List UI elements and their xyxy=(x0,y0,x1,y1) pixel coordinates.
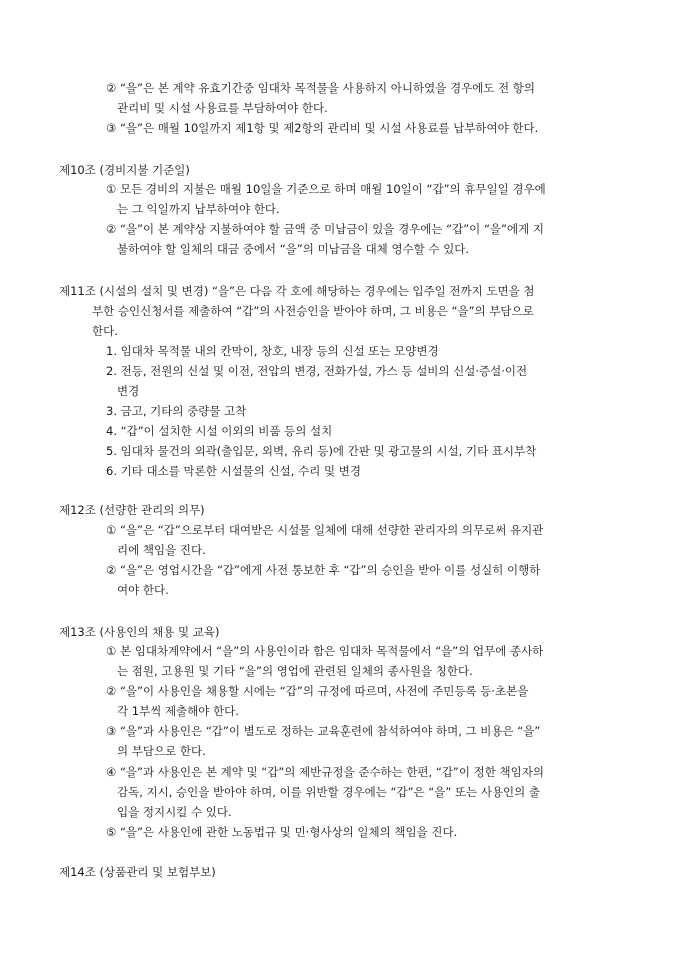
article13-clause2-line2: 각 1부씩 제출해야 한다. xyxy=(117,704,239,718)
article10-clause1-line1: ① 모든 경비의 지불은 매월 10일을 기준으로 하며 매월 10일이 “갑”의 휴무일일 경우에 xyxy=(106,182,546,196)
article13-clause4-line2: 감독, 지시, 승인을 받아야 하며, 이를 위반할 경우에는 “갑”은 “을” 또는 사용인의 출 xyxy=(117,785,541,799)
article13-clause3-line2: 의 부담으로 한다. xyxy=(117,744,206,758)
article13-clause2-line1: ② “을”이 사용인을 채용할 시에는 “갑”의 규정에 따르며, 사전에 주민등록 등·초본을 xyxy=(106,684,529,698)
article12-heading: 제12조 (선량한 관리의 의무) xyxy=(59,503,205,517)
article11-item6: 6. 기타 대소를 막론한 시설물의 신설, 수리 및 변경 xyxy=(106,464,361,478)
article9-clause2-line1: ② “을”은 본 계약 유효기간중 임대차 목적물을 사용하지 아니하였을 경우에도 전 항의 xyxy=(106,81,536,95)
article11-item3: 3. 금고, 기타의 중량물 고착 xyxy=(106,404,247,418)
article14-heading: 제14조 (상품관리 및 보험부보) xyxy=(59,865,216,879)
article11-item1: 1. 임대차 목적물 내의 칸막이, 창호, 내장 등의 신설 또는 모양변경 xyxy=(106,344,439,358)
article10-clause1-line2: 는 그 익일까지 납부하여야 한다. xyxy=(117,202,280,216)
article9-clause3-line1: ③ “을”은 매월 10일까지 제1항 및 제2항의 관리비 및 시설 사용료를 납부하여야 한다. xyxy=(106,121,539,135)
article13-clause1-line2: 는 점원, 고용원 및 기타 “을”의 영업에 관련된 일체의 종사원을 칭한다. xyxy=(117,664,473,678)
article11-item4: 4. “갑”이 설치한 시설 이외의 비품 등의 설치 xyxy=(106,424,333,438)
article11-heading-line3: 한다. xyxy=(92,324,118,338)
article9-clause2-line2: 관리비 및 시설 사용료를 부담하여야 한다. xyxy=(117,101,328,115)
article11-item2-line2: 변경 xyxy=(117,384,140,398)
article13-clause4-line3: 입을 정지시킬 수 있다. xyxy=(117,805,232,819)
article12-clause1-line2: 리에 책임을 진다. xyxy=(117,543,206,557)
article12-clause1-line1: ① “을”은 “갑”으로부터 대여받은 시설물 일체에 대해 선량한 관리자의 의무로써 유지관 xyxy=(106,523,544,537)
article11-heading-line2: 부한 승인신청서를 제출하여 “갑”의 사전승인을 받아야 하며, 그 비용은 “을”의 부담으로 xyxy=(92,304,534,318)
article11-heading-line1: 제11조 (시설의 설치 및 변경) “을”은 다음 각 호에 해당하는 경우에는 입주일 전까지 도면을 첨 xyxy=(59,284,535,298)
article13-clause3-line1: ③ “을”과 사용인은 “갑”이 별도로 정하는 교육훈련에 참석하여야 하며, 그 비용은 “을” xyxy=(106,724,541,738)
article10-clause2-line2: 불하여야 할 일체의 대금 중에서 “을”의 미납금을 대체 영수할 수 있다. xyxy=(117,242,470,256)
article11-item2-line1: 2. 전등, 전원의 신설 및 이전, 전압의 변경, 전화가설, 가스 등 설비의 신설·증설·이전 xyxy=(106,364,528,378)
article13-clause1-line1: ① 본 임대차계약에서 “을”의 사용인이라 함은 임대차 목적물에서 “을”의 업무에 종사하 xyxy=(106,644,544,658)
article12-clause2-line2: 여야 한다. xyxy=(117,583,169,597)
article13-heading: 제13조 (사용인의 채용 및 교육) xyxy=(59,625,220,639)
article12-clause2-line1: ② “을”은 영업시간을 “갑”에게 사전 통보한 후 “갑”의 승인을 받아 이를 성실히 이행하 xyxy=(106,563,541,577)
article13-clause4-line1: ④ “을”과 사용인은 본 계약 및 “갑”의 제반규정을 준수하는 한편, “갑”이 정한 책임자의 xyxy=(106,765,544,779)
article10-clause2-line1: ② “을”이 본 계약상 지불하여야 할 금액 중 미납금이 있을 경우에는 “갑”이 “을”에게 지 xyxy=(106,222,544,236)
article11-item5: 5. 임대차 물건의 외곽(출입문, 외벽, 유리 등)에 간판 및 광고물의 시설, 기타 표시부착 xyxy=(106,444,537,458)
article13-clause5-line1: ⑤ “을”은 사용인에 관한 노동법규 및 민·형사상의 일체의 책임을 진다. xyxy=(106,825,458,839)
article10-heading: 제10조 (경비지불 기준일) xyxy=(59,163,190,177)
